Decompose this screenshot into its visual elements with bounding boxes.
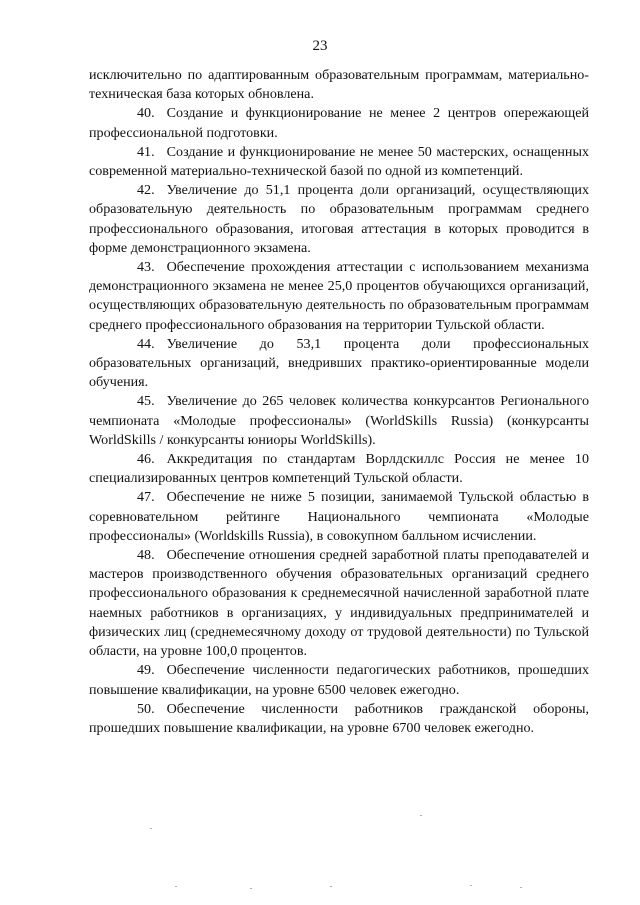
scan-speck — [470, 885, 472, 886]
item-text: Создание и функционирование не менее 2 центров опережающей профессиональной подготовки. — [89, 105, 589, 141]
item-text: Обеспечение не ниже 5 позиции, занимаемой Тульской областью в соревновательном рейтинге Национального чемпионата «Молодые профессионалы» (Worldskills Russia), в совокупном балльном исчислении. — [89, 489, 589, 544]
item-text: Увеличение до 51,1 процента доли организаций, осуществляющих образовательную деятельность по образовательным программам среднего профессионального образования, итоговая аттестация в которых проводится в форме демонстрационного экзамена. — [89, 182, 589, 256]
item-text: Обеспечение отношения средней заработной платы преподавателей и мастеров производственного обучения образовательных организаций среднего профессионального образования к среднемесячной начисленной заработной плате наемных работников в организациях, у индивидуальных предпринимателей и физических лиц (среднемесячному доходу от трудовой деятельности) по Тульской области, на уровне 100,0 процентов. — [89, 547, 589, 660]
item-number: 48. — [137, 547, 155, 564]
item-text: Обеспечение численности работников гражданской обороны, прошедших повышение квалификации, на уровне 6700 человек ежегодно. — [89, 700, 589, 736]
paragraph-item-49 — [89, 661, 589, 699]
paragraph-item-40 — [89, 104, 589, 142]
item-text: Аккредитация по стандартам Ворлдскиллс Россия не менее 10 специализированных центров компетенций Тульской области. — [89, 451, 589, 487]
paragraph-continuation — [89, 66, 589, 104]
item-number: 43. — [137, 259, 155, 276]
paragraph-item-45 — [89, 392, 589, 450]
item-number: 45. — [137, 393, 155, 410]
item-number: 41. — [137, 143, 155, 160]
paragraph-item-43 — [89, 258, 589, 335]
paragraph-item-48 — [89, 546, 589, 661]
paragraph-item-50 — [89, 700, 589, 738]
scan-speck — [175, 886, 177, 887]
item-number: 50. — [137, 700, 155, 717]
item-text: Увеличение до 265 человек количества конкурсантов Регионального чемпионата «Молодые профессионалы» (WorldSkills Russia) (конкурсанты WorldSkills / конкурсанты юниоры WorldSkills). — [89, 393, 589, 448]
item-number: 49. — [137, 662, 155, 679]
item-text: Обеспечение прохождения аттестации с использованием механизма демонстрационного экзамена не менее 25,0 процентов обучающихся организаций, осуществляющих образовательную деятельность по образовательным программам среднего профессионального образования на территории Тульской области. — [89, 259, 589, 333]
paragraph-item-46 — [89, 450, 589, 488]
document-body — [89, 66, 589, 738]
paragraph-item-41 — [89, 143, 589, 181]
item-number: 40. — [137, 105, 155, 122]
scan-speck — [150, 828, 152, 829]
item-number: 44. — [137, 335, 155, 352]
paragraph-item-47 — [89, 488, 589, 546]
page-number: 23 — [312, 38, 328, 54]
paragraph-item-44 — [89, 335, 589, 393]
item-text: Обеспечение численности педагогических работников, прошедших повышение квалификации, на уровне 6500 человек ежегодно. — [89, 662, 589, 698]
item-number: 46. — [137, 451, 155, 468]
scan-speck — [420, 815, 422, 816]
scan-speck — [250, 888, 252, 889]
scan-speck — [520, 887, 522, 888]
item-text: Создание и функционирование не менее 50 мастерских, оснащенных современной материально-технической базой по одной из компетенций. — [89, 143, 589, 180]
paragraph-item-42 — [89, 181, 589, 258]
paragraph-text: исключительно по адаптированным образовательным программам, материально-техническая база которых обновлена. — [89, 67, 589, 103]
item-text: Увеличение до 53,1 процента доли профессиональных образовательных организаций, внедривших практико-ориентированные модели обучения. — [89, 335, 589, 391]
item-number: 42. — [137, 182, 155, 199]
scan-speck — [330, 886, 332, 887]
item-number: 47. — [137, 489, 155, 506]
